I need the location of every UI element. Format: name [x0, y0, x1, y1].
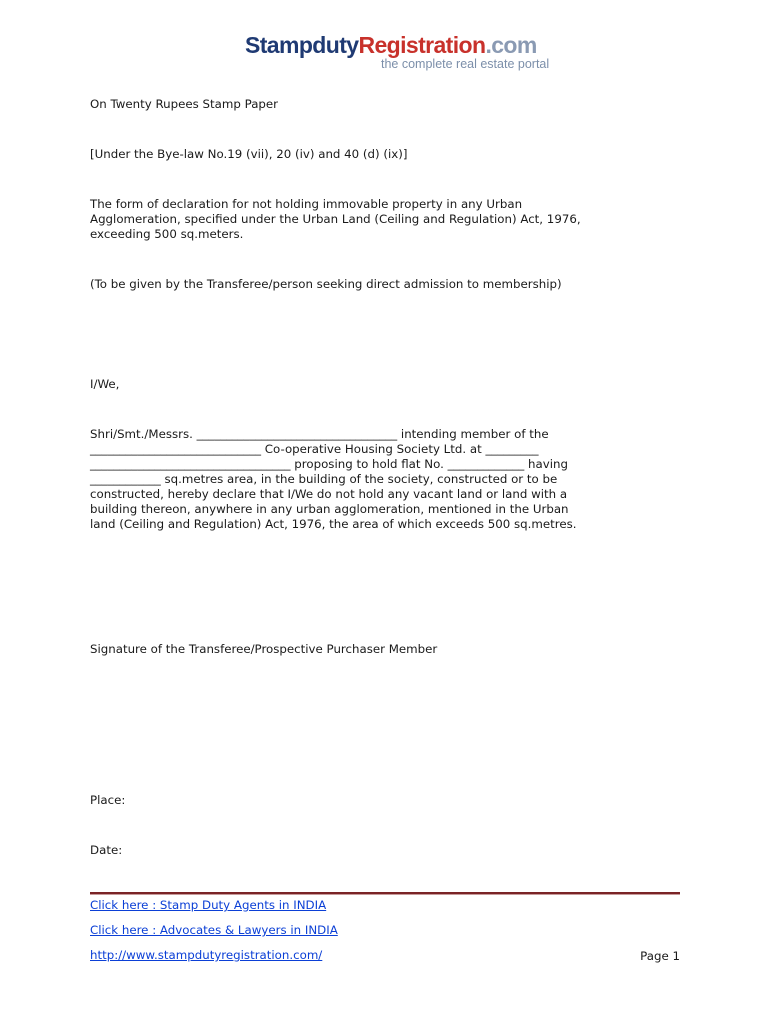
stamp-paper-note: On Twenty Rupees Stamp Paper [90, 97, 279, 111]
given-by-note: (To be given by the Transferee/person seeking direct admission to membership) [90, 277, 562, 291]
body-line-1: Shri/Smt./Messrs. __________________________________ intending member of the [90, 427, 549, 441]
logo-tagline: the complete real estate portal [381, 57, 550, 71]
body-line-5: constructed, hereby declare that I/We do not hold any vacant land or land with a [90, 487, 568, 501]
bye-law-reference: [Under the Bye-law No.19 (vii), 20 (iv) and 40 (d) (ix)] [90, 147, 408, 161]
footer-divider [90, 892, 680, 895]
date-label: Date: [90, 843, 123, 857]
stamp-duty-agents-link[interactable]: Click here : Stamp Duty Agents in INDIA [90, 898, 327, 912]
site-logo[interactable] [245, 30, 605, 80]
iwe-label: I/We, [90, 377, 120, 391]
logo-part-stampduty: Stampduty [245, 32, 359, 58]
declaration-line-2: Agglomeration, specified under the Urban Land (Ceiling and Regulation) Act, 1976, [90, 212, 581, 226]
page-number: Page 1 [640, 949, 680, 963]
body-line-3: __________________________________ proposing to hold flat No. _____________ having [90, 457, 568, 471]
declaration-line-1: The form of declaration for not holding immovable property in any Urban [90, 197, 523, 211]
declaration-line-3: exceeding 500 sq.meters. [90, 227, 244, 241]
advocates-lawyers-link[interactable]: Click here : Advocates & Lawyers in INDIA [90, 923, 338, 937]
site-url-link[interactable]: http://www.stampdutyregistration.com/ [90, 948, 323, 962]
body-line-2: _____________________________ Co-operative Housing Society Ltd. at _________ [90, 442, 539, 456]
body-line-6: building thereon, anywhere in any urban agglomeration, mentioned in the Urban [90, 502, 569, 516]
body-line-7: land (Ceiling and Regulation) Act, 1976, the area of which exceeds 500 sq.metres. [90, 517, 577, 531]
place-label: Place: [90, 793, 126, 807]
logo-part-com: .com [485, 32, 537, 58]
logo-part-registration: Registration [358, 32, 486, 58]
signature-label: Signature of the Transferee/Prospective Purchaser Member [90, 642, 438, 656]
logo-wordmark [245, 30, 537, 60]
body-line-4: ____________ sq.metres area, in the building of the society, constructed or to be [90, 472, 558, 486]
